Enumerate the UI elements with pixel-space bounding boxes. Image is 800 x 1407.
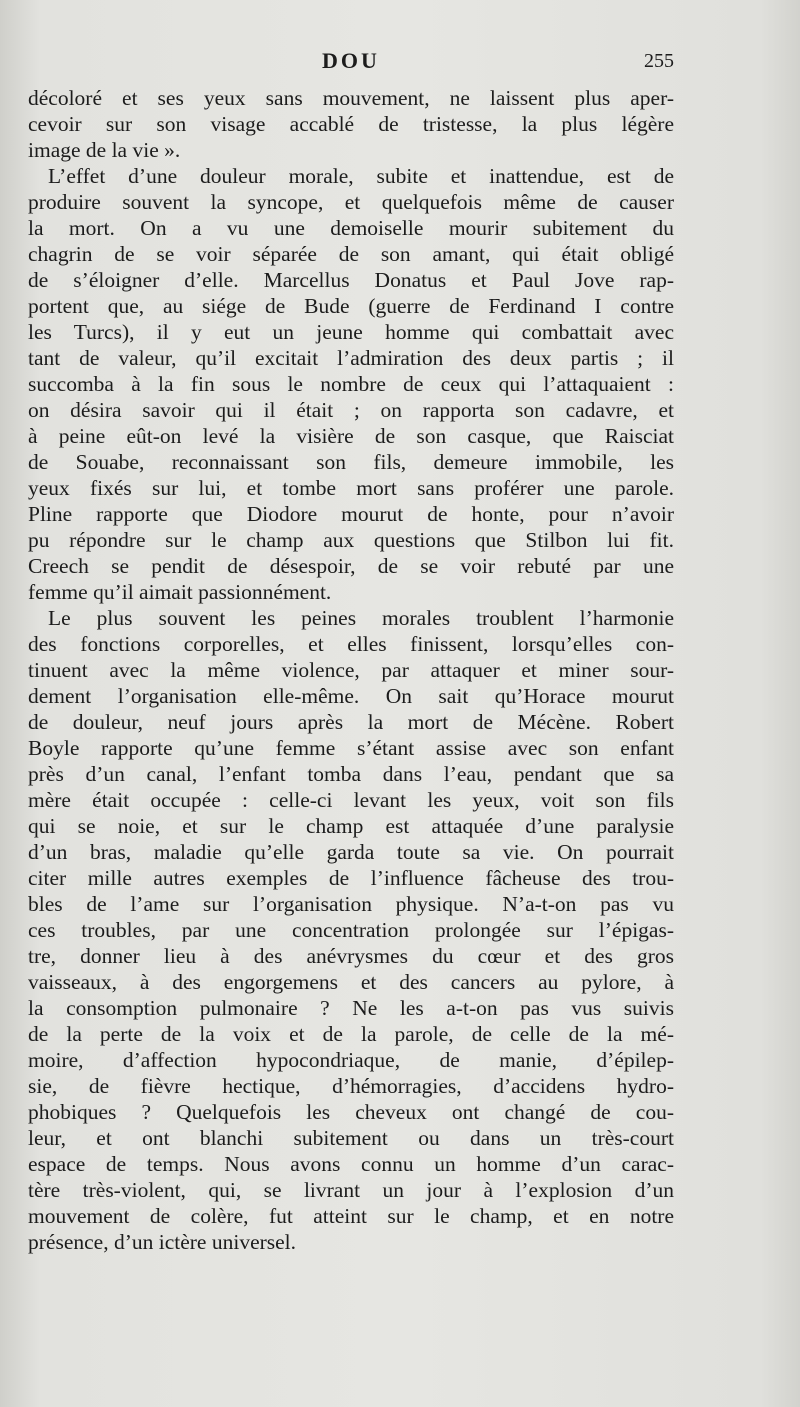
text-line: pu répondre sur le champ aux questions que Stilbon lui fit. — [28, 528, 674, 552]
text-line: dement l’organisation elle-même. On sait qu’Horace mourut — [28, 684, 674, 708]
text-line: tinuent avec la même violence, par attaquer et miner sour- — [28, 658, 674, 682]
text-line: cevoir sur son visage accablé de tristesse, la plus légère — [28, 112, 674, 136]
text-line: L’effet d’une douleur morale, subite et inattendue, est de — [48, 164, 674, 188]
text-line: bles de l’ame sur l’organisation physique. N’a-t-on pas vu — [28, 892, 674, 916]
text-line: succomba à la fin sous le nombre de ceux qui l’attaquaient : — [28, 372, 674, 396]
text-line: de Souabe, reconnaissant son fils, demeure immobile, les — [28, 450, 674, 474]
text-line: près d’un canal, l’enfant tomba dans l’eau, pendant que sa — [28, 762, 674, 786]
text-line: tère très-violent, qui, se livrant un jour à l’explosion d’un — [28, 1178, 674, 1202]
text-line: qui se noie, et sur le champ est attaquée d’une paralysie — [28, 814, 674, 838]
text-line: sie, de fièvre hectique, d’hémorragies, d’accidens hydro- — [28, 1074, 674, 1098]
page-header — [28, 48, 674, 78]
text-line: les Turcs), il y eut un jeune homme qui combattait avec — [28, 320, 674, 344]
text-line: espace de temps. Nous avons connu un homme d’un carac- — [28, 1152, 674, 1176]
text-line: phobiques ? Quelquefois les cheveux ont changé de cou- — [28, 1100, 674, 1124]
text-line: produire souvent la syncope, et quelquefois même de causer — [28, 190, 674, 214]
text-line: leur, et ont blanchi subitement ou dans un très-court — [28, 1126, 674, 1150]
text-line: femme qu’il aimait passionnément. — [28, 580, 332, 604]
text-line: Creech se pendit de désespoir, de se voir rebuté par une — [28, 554, 674, 578]
body-text — [28, 85, 674, 1255]
text-line: la consomption pulmonaire ? Ne les a-t-on pas vus suivis — [28, 996, 674, 1020]
text-line: mouvement de colère, fut atteint sur le champ, et en notre — [28, 1204, 674, 1228]
text-line: chagrin de se voir séparée de son amant, qui était obligé — [28, 242, 674, 266]
text-line: la mort. On a vu une demoiselle mourir subitement du — [28, 216, 674, 240]
text-line: ces troubles, par une concentration prolongée sur l’épigas- — [28, 918, 674, 942]
text-line: yeux fixés sur lui, et tombe mort sans proférer une parole. — [28, 476, 674, 500]
text-line: mère était occupée : celle-ci levant les yeux, voit son fils — [28, 788, 674, 812]
text-line: tre, donner lieu à des anévrysmes du cœur et des gros — [28, 944, 674, 968]
page-number: 255 — [644, 50, 674, 72]
text-line: décoloré et ses yeux sans mouvement, ne laissent plus aper- — [28, 86, 674, 110]
text-line: d’un bras, maladie qu’elle garda toute sa vie. On pourrait — [28, 840, 674, 864]
text-line: moire, d’affection hypocondriaque, de manie, d’épilep- — [28, 1048, 674, 1072]
text-line: Le plus souvent les peines morales troublent l’harmonie — [48, 606, 674, 630]
text-line: tant de valeur, qu’il excitait l’admiration des deux partis ; il — [28, 346, 674, 370]
text-line: à peine eût-on levé la visière de son casque, que Raisciat — [28, 424, 674, 448]
text-line: portent que, au siége de Bude (guerre de Ferdinand I contre — [28, 294, 674, 318]
text-line: Boyle rapporte qu’une femme s’étant assise avec son enfant — [28, 736, 674, 760]
text-line: citer mille autres exemples de l’influence fâcheuse des trou- — [28, 866, 674, 890]
text-line: présence, d’un ictère universel. — [28, 1230, 297, 1254]
text-line: Pline rapporte que Diodore mourut de honte, pour n’avoir — [28, 502, 674, 526]
text-line: image de la vie ». — [28, 138, 181, 162]
text-line: vaisseaux, à des engorgemens et des cancers au pylore, à — [28, 970, 674, 994]
text-line: de la perte de la voix et de la parole, de celle de la mé- — [28, 1022, 674, 1046]
text-line: des fonctions corporelles, et elles finissent, lorsqu’elles con- — [28, 632, 674, 656]
running-head: DOU — [322, 48, 380, 73]
text-line: de douleur, neuf jours après la mort de Mécène. Robert — [28, 710, 674, 734]
text-line: on désira savoir qui il était ; on rapporta son cadavre, et — [28, 398, 674, 422]
text-line: de s’éloigner d’elle. Marcellus Donatus et Paul Jove rap- — [28, 268, 674, 292]
